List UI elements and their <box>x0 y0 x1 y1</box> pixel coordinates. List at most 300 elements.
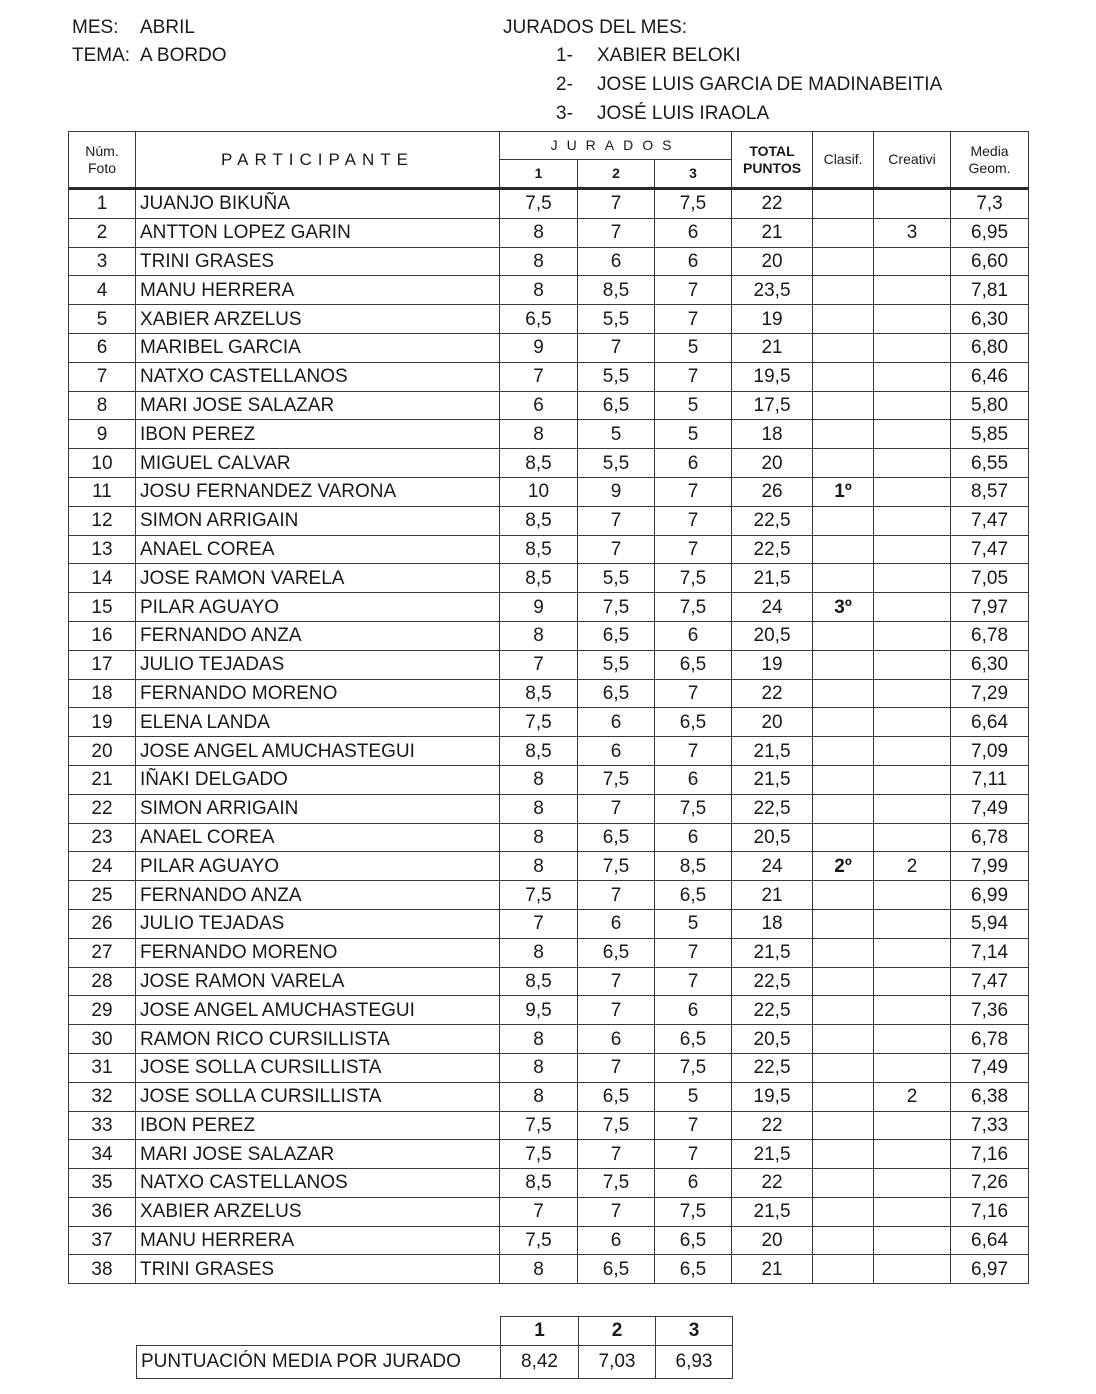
cell-jurado-2: 7 <box>578 1053 655 1082</box>
cell-media-geom: 6,78 <box>951 823 1029 852</box>
cell-jurado-2: 9 <box>578 477 655 506</box>
jurado-3-number: 3- <box>556 103 573 124</box>
cell-jurado-1: 7 <box>500 650 578 679</box>
cell-jurado-1: 7,5 <box>500 189 578 219</box>
cell-num-foto: 22 <box>69 794 136 823</box>
table-row <box>69 1255 1029 1284</box>
cell-media-geom: 6,64 <box>951 708 1029 737</box>
cell-clasif <box>813 1053 874 1082</box>
cell-num-foto: 6 <box>69 333 136 362</box>
cell-jurado-1: 8 <box>500 938 578 967</box>
cell-jurado-3: 6 <box>655 218 732 247</box>
cell-num-foto: 13 <box>69 535 136 564</box>
table-row <box>69 909 1029 938</box>
cell-jurado-2: 5,5 <box>578 362 655 391</box>
cell-media-geom: 7,3 <box>951 189 1029 219</box>
cell-jurado-3: 7,5 <box>655 794 732 823</box>
cell-participante: MARIBEL GARCIA <box>136 333 500 362</box>
cell-clasif <box>813 737 874 766</box>
cell-num-foto: 25 <box>69 881 136 910</box>
cell-jurado-2: 6,5 <box>578 823 655 852</box>
table-row <box>69 506 1029 535</box>
cell-jurado-3: 6 <box>655 996 732 1025</box>
cell-num-foto: 17 <box>69 650 136 679</box>
cell-jurado-3: 6,5 <box>655 1255 732 1284</box>
cell-jurado-3: 7,5 <box>655 593 732 622</box>
cell-clasif <box>813 506 874 535</box>
cell-jurado-2: 7,5 <box>578 852 655 881</box>
cell-media-geom: 7,29 <box>951 679 1029 708</box>
cell-num-foto: 8 <box>69 391 136 420</box>
cell-num-foto: 7 <box>69 362 136 391</box>
table-row <box>69 881 1029 910</box>
cell-jurado-1: 8 <box>500 420 578 449</box>
cell-total-puntos: 20,5 <box>732 1025 813 1054</box>
cell-num-foto: 26 <box>69 909 136 938</box>
cell-jurado-2: 6,5 <box>578 621 655 650</box>
cell-participante: TRINI GRASES <box>136 247 500 276</box>
cell-creativi <box>874 593 951 622</box>
cell-jurado-1: 8 <box>500 247 578 276</box>
average-jurado-3: 6,93 <box>656 1346 733 1379</box>
cell-media-geom: 7,99 <box>951 852 1029 881</box>
table-row <box>69 362 1029 391</box>
cell-num-foto: 10 <box>69 449 136 478</box>
cell-num-foto: 20 <box>69 737 136 766</box>
cell-clasif <box>813 881 874 910</box>
cell-jurado-3: 7,5 <box>655 1197 732 1226</box>
cell-num-foto: 24 <box>69 852 136 881</box>
table-row <box>69 1140 1029 1169</box>
cell-jurado-2: 6 <box>578 708 655 737</box>
cell-creativi <box>874 189 951 219</box>
cell-jurado-3: 7 <box>655 477 732 506</box>
cell-num-foto: 2 <box>69 218 136 247</box>
cell-participante: TRINI GRASES <box>136 1255 500 1284</box>
cell-num-foto: 11 <box>69 477 136 506</box>
cell-participante: ELENA LANDA <box>136 708 500 737</box>
cell-total-puntos: 21,5 <box>732 1197 813 1226</box>
cell-creativi <box>874 1197 951 1226</box>
cell-participante: NATXO CASTELLANOS <box>136 1169 500 1198</box>
jurado-1-name: XABIER BELOKI <box>597 45 741 66</box>
cell-total-puntos: 19 <box>732 305 813 334</box>
cell-media-geom: 7,33 <box>951 1111 1029 1140</box>
col-header-jurado-1: 1 <box>500 160 578 189</box>
table-row <box>69 1169 1029 1198</box>
cell-clasif <box>813 650 874 679</box>
cell-clasif <box>813 247 874 276</box>
cell-clasif <box>813 967 874 996</box>
cell-participante: JUANJO BIKUÑA <box>136 189 500 219</box>
mes-value: ABRIL <box>140 17 195 38</box>
cell-participante: SIMON ARRIGAIN <box>136 506 500 535</box>
cell-jurado-3: 8,5 <box>655 852 732 881</box>
cell-creativi <box>874 794 951 823</box>
cell-jurado-2: 5,5 <box>578 305 655 334</box>
cell-jurado-2: 6,5 <box>578 1082 655 1111</box>
cell-participante: MANU HERRERA <box>136 1226 500 1255</box>
cell-total-puntos: 21,5 <box>732 564 813 593</box>
cell-media-geom: 8,57 <box>951 477 1029 506</box>
cell-jurado-1: 8 <box>500 1255 578 1284</box>
cell-jurado-3: 7 <box>655 506 732 535</box>
cell-num-foto: 19 <box>69 708 136 737</box>
cell-jurado-2: 6,5 <box>578 679 655 708</box>
cell-jurado-2: 5 <box>578 420 655 449</box>
table-row <box>69 305 1029 334</box>
cell-total-puntos: 18 <box>732 420 813 449</box>
cell-jurado-3: 7,5 <box>655 189 732 219</box>
cell-participante: SIMON ARRIGAIN <box>136 794 500 823</box>
cell-media-geom: 7,47 <box>951 967 1029 996</box>
cell-creativi <box>874 1140 951 1169</box>
col-header-jurados: JURADOS <box>500 132 732 160</box>
cell-num-foto: 23 <box>69 823 136 852</box>
cell-jurado-2: 6 <box>578 737 655 766</box>
cell-jurado-1: 8,5 <box>500 737 578 766</box>
cell-jurado-3: 7,5 <box>655 1053 732 1082</box>
cell-jurado-3: 6,5 <box>655 1025 732 1054</box>
cell-total-puntos: 21 <box>732 1255 813 1284</box>
cell-participante: JULIO TEJADAS <box>136 909 500 938</box>
cell-total-puntos: 20 <box>732 247 813 276</box>
cell-creativi: 2 <box>874 852 951 881</box>
cell-total-puntos: 20 <box>732 449 813 478</box>
cell-participante: ANAEL COREA <box>136 823 500 852</box>
cell-media-geom: 7,49 <box>951 794 1029 823</box>
cell-total-puntos: 21,5 <box>732 765 813 794</box>
table-row <box>69 938 1029 967</box>
cell-jurado-1: 9,5 <box>500 996 578 1025</box>
cell-jurado-3: 6 <box>655 823 732 852</box>
cell-jurado-1: 8,5 <box>500 679 578 708</box>
cell-num-foto: 35 <box>69 1169 136 1198</box>
cell-jurado-1: 8,5 <box>500 1169 578 1198</box>
cell-jurado-3: 7 <box>655 1111 732 1140</box>
table-row <box>69 276 1029 305</box>
cell-jurado-2: 5,5 <box>578 564 655 593</box>
cell-jurado-3: 6,5 <box>655 708 732 737</box>
cell-media-geom: 6,55 <box>951 449 1029 478</box>
cell-jurado-3: 5 <box>655 909 732 938</box>
scores-table <box>68 131 1029 1284</box>
cell-media-geom: 6,30 <box>951 650 1029 679</box>
cell-num-foto: 37 <box>69 1226 136 1255</box>
cell-jurado-1: 8 <box>500 852 578 881</box>
table-row <box>69 593 1029 622</box>
cell-clasif <box>813 391 874 420</box>
tema-label: TEMA: <box>72 45 131 66</box>
cell-jurado-1: 8 <box>500 621 578 650</box>
cell-num-foto: 31 <box>69 1053 136 1082</box>
cell-clasif <box>813 1197 874 1226</box>
cell-participante: ANAEL COREA <box>136 535 500 564</box>
cell-clasif: 3º <box>813 593 874 622</box>
cell-num-foto: 12 <box>69 506 136 535</box>
cell-total-puntos: 21 <box>732 881 813 910</box>
cell-num-foto: 21 <box>69 765 136 794</box>
cell-total-puntos: 22,5 <box>732 794 813 823</box>
cell-media-geom: 7,16 <box>951 1197 1029 1226</box>
jurado-2-number: 2- <box>556 74 573 95</box>
cell-jurado-2: 5,5 <box>578 449 655 478</box>
cell-jurado-1: 7,5 <box>500 881 578 910</box>
average-per-jury-table <box>136 1316 733 1379</box>
cell-media-geom: 7,14 <box>951 938 1029 967</box>
table-row <box>69 823 1029 852</box>
cell-creativi <box>874 708 951 737</box>
cell-media-geom: 7,26 <box>951 1169 1029 1198</box>
average-header-jurado-1: 1 <box>501 1317 579 1346</box>
cell-participante: JULIO TEJADAS <box>136 650 500 679</box>
cell-jurado-2: 7,5 <box>578 1111 655 1140</box>
cell-creativi <box>874 247 951 276</box>
cell-num-foto: 28 <box>69 967 136 996</box>
cell-num-foto: 32 <box>69 1082 136 1111</box>
cell-media-geom: 6,64 <box>951 1226 1029 1255</box>
table-row <box>69 765 1029 794</box>
cell-jurado-2: 7 <box>578 1140 655 1169</box>
cell-media-geom: 6,38 <box>951 1082 1029 1111</box>
cell-jurado-2: 7 <box>578 535 655 564</box>
cell-total-puntos: 20 <box>732 1226 813 1255</box>
cell-creativi <box>874 1111 951 1140</box>
cell-clasif <box>813 1140 874 1169</box>
cell-jurado-3: 7 <box>655 1140 732 1169</box>
cell-total-puntos: 21,5 <box>732 737 813 766</box>
cell-clasif <box>813 564 874 593</box>
cell-num-foto: 30 <box>69 1025 136 1054</box>
cell-clasif <box>813 189 874 219</box>
cell-media-geom: 7,49 <box>951 1053 1029 1082</box>
cell-jurado-3: 7 <box>655 535 732 564</box>
cell-jurado-1: 6,5 <box>500 305 578 334</box>
cell-clasif <box>813 218 874 247</box>
cell-clasif <box>813 765 874 794</box>
cell-jurado-2: 7,5 <box>578 593 655 622</box>
cell-creativi <box>874 449 951 478</box>
cell-creativi <box>874 1025 951 1054</box>
cell-creativi <box>874 420 951 449</box>
cell-total-puntos: 22 <box>732 1111 813 1140</box>
table-row <box>69 852 1029 881</box>
cell-participante: JOSE SOLLA CURSILLISTA <box>136 1053 500 1082</box>
cell-total-puntos: 17,5 <box>732 391 813 420</box>
cell-participante: MARI JOSE SALAZAR <box>136 391 500 420</box>
cell-jurado-1: 7,5 <box>500 1111 578 1140</box>
cell-total-puntos: 20,5 <box>732 823 813 852</box>
table-row <box>69 189 1029 219</box>
cell-total-puntos: 22,5 <box>732 535 813 564</box>
cell-total-puntos: 23,5 <box>732 276 813 305</box>
cell-clasif <box>813 1169 874 1198</box>
cell-media-geom: 5,80 <box>951 391 1029 420</box>
cell-creativi <box>874 1226 951 1255</box>
cell-participante: IÑAKI DELGADO <box>136 765 500 794</box>
cell-creativi <box>874 765 951 794</box>
cell-total-puntos: 22,5 <box>732 996 813 1025</box>
cell-jurado-3: 6,5 <box>655 650 732 679</box>
table-row <box>69 449 1029 478</box>
cell-clasif <box>813 679 874 708</box>
cell-jurado-1: 7,5 <box>500 708 578 737</box>
cell-jurado-1: 8,5 <box>500 506 578 535</box>
cell-participante: PILAR AGUAYO <box>136 593 500 622</box>
cell-clasif: 2º <box>813 852 874 881</box>
cell-jurado-3: 7 <box>655 679 732 708</box>
col-header-clasif: Clasif. <box>813 132 874 189</box>
cell-creativi <box>874 305 951 334</box>
cell-total-puntos: 19,5 <box>732 1082 813 1111</box>
tema-value: A BORDO <box>140 45 227 66</box>
cell-participante: NATXO CASTELLANOS <box>136 362 500 391</box>
table-row <box>69 996 1029 1025</box>
cell-num-foto: 33 <box>69 1111 136 1140</box>
table-row <box>69 1111 1029 1140</box>
cell-total-puntos: 22 <box>732 1169 813 1198</box>
cell-creativi <box>874 362 951 391</box>
cell-media-geom: 7,97 <box>951 593 1029 622</box>
cell-clasif <box>813 333 874 362</box>
table-row <box>69 679 1029 708</box>
cell-jurado-3: 6 <box>655 621 732 650</box>
cell-participante: XABIER ARZELUS <box>136 305 500 334</box>
table-row <box>69 1082 1029 1111</box>
cell-creativi <box>874 535 951 564</box>
cell-jurado-2: 7 <box>578 333 655 362</box>
cell-clasif <box>813 1111 874 1140</box>
cell-media-geom: 7,47 <box>951 506 1029 535</box>
cell-jurado-2: 7 <box>578 506 655 535</box>
cell-jurado-2: 6 <box>578 1025 655 1054</box>
cell-total-puntos: 20 <box>732 708 813 737</box>
cell-jurado-3: 5 <box>655 420 732 449</box>
cell-clasif <box>813 1025 874 1054</box>
cell-creativi <box>874 967 951 996</box>
cell-participante: MIGUEL CALVAR <box>136 449 500 478</box>
cell-jurado-1: 8 <box>500 218 578 247</box>
cell-total-puntos: 18 <box>732 909 813 938</box>
cell-media-geom: 6,80 <box>951 333 1029 362</box>
cell-creativi <box>874 391 951 420</box>
cell-participante: RAMON RICO CURSILLISTA <box>136 1025 500 1054</box>
cell-media-geom: 7,47 <box>951 535 1029 564</box>
cell-jurado-3: 7 <box>655 276 732 305</box>
cell-jurado-3: 5 <box>655 1082 732 1111</box>
cell-jurado-3: 7,5 <box>655 564 732 593</box>
cell-jurado-1: 6 <box>500 391 578 420</box>
cell-media-geom: 7,16 <box>951 1140 1029 1169</box>
cell-jurado-2: 7,5 <box>578 1169 655 1198</box>
average-header-spacer <box>137 1317 501 1346</box>
cell-num-foto: 29 <box>69 996 136 1025</box>
cell-creativi <box>874 276 951 305</box>
cell-total-puntos: 26 <box>732 477 813 506</box>
cell-clasif <box>813 276 874 305</box>
cell-creativi <box>874 909 951 938</box>
table-row <box>69 477 1029 506</box>
cell-participante: IBON PEREZ <box>136 1111 500 1140</box>
cell-jurado-2: 7,5 <box>578 765 655 794</box>
cell-jurado-1: 9 <box>500 593 578 622</box>
table-row <box>69 650 1029 679</box>
cell-media-geom: 6,99 <box>951 881 1029 910</box>
average-header-jurado-2: 2 <box>579 1317 656 1346</box>
cell-total-puntos: 20,5 <box>732 621 813 650</box>
cell-participante: JOSE ANGEL AMUCHASTEGUI <box>136 996 500 1025</box>
cell-jurado-2: 6,5 <box>578 938 655 967</box>
cell-participante: JOSE ANGEL AMUCHASTEGUI <box>136 737 500 766</box>
cell-participante: JOSE RAMON VARELA <box>136 564 500 593</box>
cell-media-geom: 5,94 <box>951 909 1029 938</box>
cell-jurado-3: 7 <box>655 967 732 996</box>
cell-participante: FERNANDO MORENO <box>136 938 500 967</box>
cell-jurado-3: 7 <box>655 305 732 334</box>
cell-jurado-2: 5,5 <box>578 650 655 679</box>
cell-creativi <box>874 938 951 967</box>
col-header-creativi: Creativi <box>874 132 951 189</box>
cell-media-geom: 7,11 <box>951 765 1029 794</box>
cell-jurado-2: 7 <box>578 996 655 1025</box>
cell-total-puntos: 22 <box>732 189 813 219</box>
cell-media-geom: 7,36 <box>951 996 1029 1025</box>
cell-creativi: 2 <box>874 1082 951 1111</box>
table-row <box>69 535 1029 564</box>
cell-jurado-2: 6,5 <box>578 391 655 420</box>
cell-num-foto: 27 <box>69 938 136 967</box>
cell-media-geom: 7,09 <box>951 737 1029 766</box>
cell-jurado-3: 5 <box>655 391 732 420</box>
cell-participante: JOSU FERNANDEZ VARONA <box>136 477 500 506</box>
cell-clasif <box>813 708 874 737</box>
cell-creativi <box>874 823 951 852</box>
cell-jurado-2: 8,5 <box>578 276 655 305</box>
cell-jurado-2: 7 <box>578 189 655 219</box>
cell-creativi <box>874 1169 951 1198</box>
cell-jurado-1: 8 <box>500 765 578 794</box>
cell-num-foto: 36 <box>69 1197 136 1226</box>
cell-jurado-3: 7 <box>655 938 732 967</box>
cell-participante: MANU HERRERA <box>136 276 500 305</box>
cell-creativi <box>874 1255 951 1284</box>
cell-participante: MARI JOSE SALAZAR <box>136 1140 500 1169</box>
col-header-participante: PARTICIPANTE <box>136 132 500 189</box>
cell-creativi <box>874 881 951 910</box>
cell-participante: FERNANDO ANZA <box>136 621 500 650</box>
col-header-media-geom: Media Geom. <box>951 132 1029 189</box>
cell-participante: PILAR AGUAYO <box>136 852 500 881</box>
table-row <box>69 621 1029 650</box>
cell-clasif <box>813 449 874 478</box>
cell-jurado-2: 6 <box>578 909 655 938</box>
mes-label: MES: <box>72 17 119 38</box>
cell-num-foto: 15 <box>69 593 136 622</box>
cell-participante: IBON PEREZ <box>136 420 500 449</box>
cell-clasif <box>813 823 874 852</box>
cell-jurado-3: 6 <box>655 765 732 794</box>
cell-creativi <box>874 506 951 535</box>
cell-jurado-3: 6,5 <box>655 881 732 910</box>
cell-clasif <box>813 535 874 564</box>
cell-jurado-2: 7 <box>578 794 655 823</box>
cell-total-puntos: 19,5 <box>732 362 813 391</box>
jurado-3-name: JOSÉ LUIS IRAOLA <box>597 103 770 124</box>
cell-jurado-2: 6 <box>578 1226 655 1255</box>
cell-clasif <box>813 1226 874 1255</box>
cell-participante: FERNANDO MORENO <box>136 679 500 708</box>
cell-jurado-1: 8,5 <box>500 564 578 593</box>
